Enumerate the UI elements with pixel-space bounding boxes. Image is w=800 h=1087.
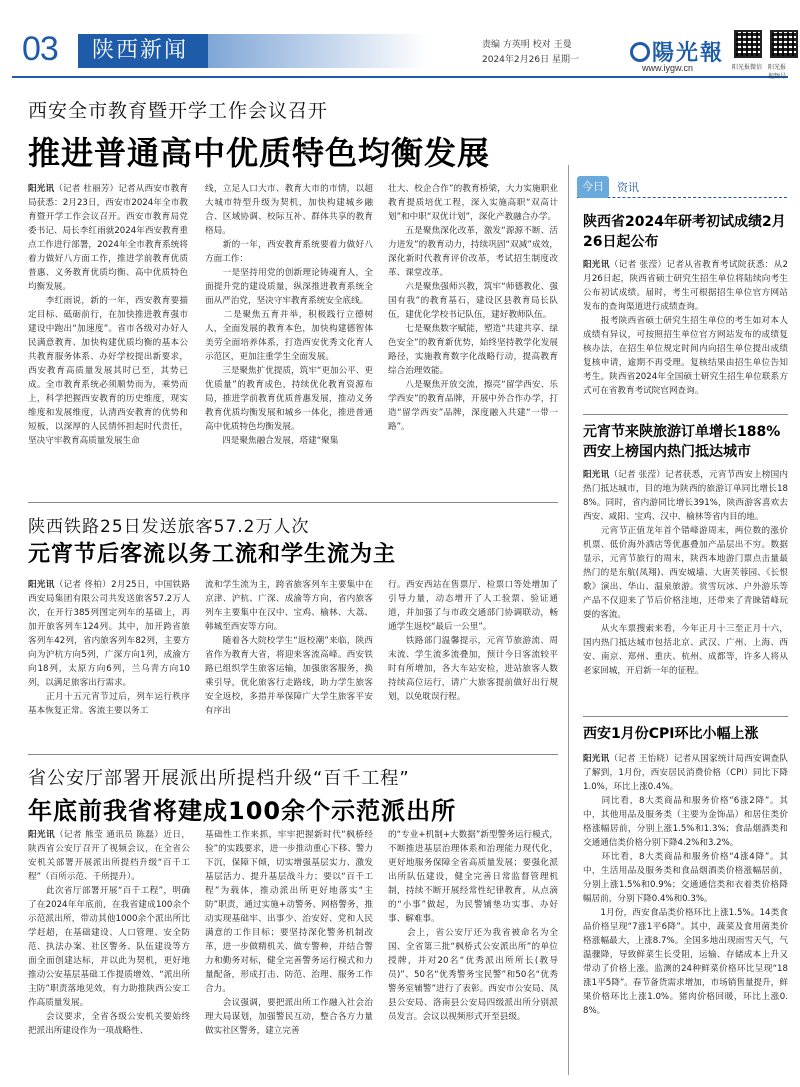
- website-url[interactable]: www.iygw.cn: [642, 63, 694, 73]
- sidebar-divider-2: [583, 716, 788, 717]
- sidebar-divider: [568, 165, 569, 1075]
- issue-date: 2024年2月26日 星期一: [482, 55, 579, 65]
- sidebar-header: [577, 176, 787, 198]
- article1-column-2: 线，立足人口大市、教育大市的市情，以超大城市特型升级为契机，加快构建城乡融合、区域协调、校际互补、群体共享的教育格局。 新的一年，西安教育系统要着力做好八方面工作： 一是坚持用党的创新理论铸魂育人，全面提升党的建设质量，纵深推进教育系统全面从严治党，坚决守牢教育系统安全底线。 二是聚焦五育并举，积极践行立德树人，全面发展的教育本色，加快构建德智体美劳全面培养体系，打造西安优秀文化育人示范区，更加注重学生全面发展。 三是聚焦扩优提质，筑牢“更加公平、更优质量”的教育成色，持续优化教育资源布局，推进学前教育优质普惠发展，推动义务教育优质均衡发展和城乡一体化，推进普通高中优质特色均衡发展。 四是聚焦融合发展，塔建“聚集: [205, 184, 373, 446]
- article3-headline: 年底前我省将建成100余个示范派出所: [28, 797, 457, 825]
- article2-column-3: 行。西安西站在售票厅、检票口等处增加了引导力量，动态增开了人工验票、验证通道，并加强了与市政交通部门协调联动，畅通学生返校“最后一公里”。 铁路部门温馨提示，元宵节旅游流、周末流、学生流多流叠加，预计今日客流较平时有所增加，各大车站安检，进站旅客人数持续高位运行，请广大旅客提前做好出行规划，以免耽误行程。: [388, 580, 558, 702]
- sidebar-item-1-title: 陕西省2024年研考初试成绩2月26日起公布: [583, 214, 786, 250]
- section-gradient-bar: [208, 34, 428, 68]
- article1-column-1: 阳光讯（记者 杜丽芳）记者从西安市教育局获悉：2月23日，西安市2024年全市教育暨开学工作会议召开。西安市教育局党委书记、局长李红雨就2024年西安教育重点工作进行部署，2024年全市教育系统将着力做好八方面工作，推进学前教育优质普惠、义务教育优质均衡、高中优质特色均衡发展。 李红雨说，新的一年，西安教育要描定目标、砥砺前行，在加快推进教育强市建设中跑出“加速度”。省市各级对办好人民满意教育、加快构建优质均衡的基本公共教育服务体系、办好学校提出新要求，西安教育高质量发展其时已至，其势已成。全市教育系统必须顺势而为，乘势而上，科学把握西安教育的历史维度，现实维度和发展维度，认清西安教育的优势和短板，以深厚的人民情怀担起时代责任，坚决守牢教育高质量发展生命: [28, 184, 188, 446]
- article3-column-2: 基础性工作来抓，牢牢把握新时代“枫桥经验”的实践要求，进一步推动重心下移、警力下沉，保障下倾，切实增强基层实力、激发基层活力、提升基层战斗力；要以“百千工程”为载体，推动派出所更好地落实“主防”职责，通过实施+动警务、网格警务，推动实现基础牢、出事少、治安好、党和人民满意的工作目标；要坚持深化警务机制改革，进一步做精机关、做专警种，并结合警力和勤务对标，健全完善警务运行模式和力量配备，形成打击、防范、治理、服务工作合力。 会议强调，要把派出所工作融入社会治理大局谋划，加强警民互动，整合各方力量做实社区警务，建立完善: [205, 830, 373, 1036]
- section-name: 陕西新闻: [78, 34, 208, 68]
- article3-kicker: 省公安厅部署开展派出所提档升级“百千工程”: [28, 768, 410, 789]
- article2-column-1: 阳光讯（记者 佟柏）2月25日，中国铁路西安局集团有限公司共发送旅客57.2万人次，在开行385列图定列车的基础上，再加开旅客列车124列。其中，加开跨省旅客列车42列，省内旅客列车82列，主要方向为沪杭方向5列，广深方向1列，成渝方向18列，太原方向6列，兰乌青方向10列，以满足旅客出行需求。 正月十五元宵节过后，列车运行秩序基本恢复正常。客流主要以务工: [28, 580, 190, 716]
- article1-kicker: 西安全市教育暨开学工作会议召开: [28, 100, 329, 122]
- article3-column-1: 阳光讯（记者 熊莹 通讯员 陈磊）近日，陕西省公安厅召开了视频会议，在全省公安机关部署开展派出所提档升级“百千工程”（百所示范、千所提升）。 此次省厅部署开展“百千工程”，明确了在2024年年底前，在我省建成100余个示范派出所，带动其他1000余个派出所比学赶超，在基础建设、人口管理、安全防范、执法办案、社区警务、队伍建设等方面全面创建达标，并以此为契机，更好地推动公安基层基础工作提质增效、“派出所主防”职责落地见效，有力助推陕西公安工作高质量发展。 会议要求，全省各级公安机关要始终把派出所建设作为一项战略性、: [28, 830, 190, 1036]
- sidebar-divider-1: [583, 414, 788, 415]
- article2-kicker: 陕西铁路25日发送旅客57.2万人次: [28, 517, 310, 537]
- qr1-label: 阳光报微信: [732, 64, 763, 71]
- news-label: 资讯: [617, 181, 639, 194]
- page-number: 03: [22, 30, 58, 68]
- article2-headline: 元宵节后客流以务工流和学生流为主: [28, 542, 397, 567]
- sun-logo-icon: [630, 42, 650, 62]
- page-masthead: [12, 8, 788, 78]
- sidebar-item-1-body: 阳光讯（记者 张滢）记者从省教育考试院获悉：从2月26日起，陕西省硕士研究生招生单位将陆续向考生公布初试成绩。届时，考生可根据招生单位官方网站发布的查询渠道进行成绩查询。 报考陕西省硕士研究生招生单位的考生如对本人成绩有异议，可按照招生单位官方网站发布的成绩复核办法，在招生单位规定时间内向招生单位提出成绩复核申请，逾期不再受理。复核结果由招生单位告知考生。陕西省2024年全国硕士研究生招生单位联系方式可在省教育考试院官网查询。: [583, 260, 788, 396]
- article3-column-3: 的“专业+机制+大数据”新型警务运行模式，不断推进基层治理体系和治理能力现代化，更好地服务保障全省高质量发展；要强化派出所队伍建设，健全完善日常监督管理机制，持续不断开展经常性纪律教育，从点滴的“小事”做起，为民警铺垫功实事、办好事、解难事。 会上，省公安厅还为我省被命名为全国、全省第三批“枫桥式公安派出所”的单位授牌，并对20名“优秀派出所所长(教导员)”、50名“优秀警务宝民警”和50名“优秀警务室辅警”进行了表彰。西安市公安局、凤县公安局、洛南县公安局四级派出所分别派员发言。会议以视频形式开至县级。: [388, 830, 558, 1022]
- sidebar-item-2-body: 阳光讯（记者 张滢）记者获悉，元宵节西安上榜国内热门抵达城市，目的地为陕西的旅游订单同比增长188%。同时，省内游同比增长391%，陕西游客喜欢去西安、咸阳、宝鸡、汉中、榆林等省内目的地。 元宵节正值龙年首个错峰游周末，两位数的涨价机票、低价海外酒店等优惠叠加产品层出不穷。数据显示，元宵节旅行的周末，陕西本地游门票点击量最热门的是东航(凤翔)、西安城墙、大唐芙蓉园、《长恨歌》演出、华山、温泉旅游。赏雪玩冰、户外游乐等产品不仅迎来了节后价格洼地，还带来了青睐错峰玩耍的客流。 从火车票搜索来看，今年正月十三至正月十六，国内热门抵达城市包括北京、武汉、广州、上海、西安、南京、郑州、重庆、杭州、成都等，许多人将从老家回城，开启新一年的征程。: [583, 470, 788, 676]
- article-divider-2: [28, 754, 558, 755]
- article1-headline: 推进普通高中优质特色均衡发展: [28, 134, 491, 172]
- today-badge: 今日: [577, 176, 609, 198]
- sidebar-item-3-title: 西安1月份CPI环比小幅上涨: [583, 726, 759, 742]
- article-divider-1: [28, 502, 558, 503]
- qr2-label: 阳光报视频号: [768, 64, 787, 80]
- editors-names: 责编 方英明 校对 王曼: [482, 40, 572, 50]
- article1-column-3: 壮大、校企合作”的教育桥梁，大力实施职业教育提质培优工程，深入实施高职“双高计划”和中职“双优计划”，深化产教融合办学。 五是聚焦深化改革，激发“源源不断、活力迸发”的教育动力，持续巩固“双减”成效，深化新时代教育评价改革，考试招生制度改革、课堂改革。 六是聚焦强师兴教，筑牢“师德教化、强国有我”的教育基石，建设区县教育局长队伍，建优化学校书记队伍，建好教师队伍。 七是聚焦数字赋能，塑造“共建共享、绿色安全”的教育新优势，始终坚持教学化发展路径，实施教育数字化战略行动，提高教育综合治理效能。 八是聚焦开放交流，擦亮“留学西安、乐学西安”的教育品牌，开展中外合作办学，打造“留学西安”品牌，深度融入共建“一带一路”。: [388, 184, 558, 432]
- video-qr-code-icon[interactable]: [770, 30, 798, 58]
- newspaper-logo: 陽光報: [630, 36, 724, 67]
- wechat-qr-code-icon[interactable]: [734, 30, 762, 58]
- editors-info: [482, 38, 579, 68]
- article2-column-2: 流和学生流为主，跨省旅客列车主要集中在京津、沪杭、广深、成渝等方向，省内旅客列车主要集中在汉中、宝鸡、榆林、大荔、韩城至西安等方向。 随着各大院校学生“返校潮”来临，陕西省作为教育大省，将迎来客流高峰。西安铁路已组织学生旅客运输，加强旅客服务，换乘引导，优化旅客行走路线，助力学生旅客安全返校，多措并举保障广大学生旅客平安有序出: [205, 580, 373, 716]
- sidebar-item-2-title: 元宵节来陕旅游订单增长188% 西安上榜国内热门抵达城市: [583, 424, 781, 460]
- sidebar-item-3-body: 阳光讯（记者 王怡晓）记者从国家统计局西安调查队了解到，1月份，西安居民消费价格（CPI）同比下降1.0%，环比上涨0.4%。 同比看，8大类商品和服务价格“6涨2降”。其中，其他用品及服务类（主要为金饰品）和居住类价格涨幅居前，分别上涨1.5%和1.3%；食品烟酒类和交通通信类价格分别下降4.2%和3.2%。 环比看，8大类商品和服务价格“4涨4降”。其中，生活用品及服务类和食品烟酒类价格涨幅居前，分别上涨1.5%和0.9%；交通通信类和衣着类价格降幅居前，分别下降0.4%和0.3%。 1月份，西安食品类价格环比上涨1.5%。14类食品价格呈现“7涨1平6降”。其中，蔬菜及食用菌类价格涨幅最大，上涨8.7%。全国多地出现雨雪天气，气温骤降，导致鲜菜生长受阻，运输、存储成本上升又带动了价格上涨。监测的24种鲜菜价格环比呈现“18涨1平5降”。春节备货需求增加，市场销售量提升，鲜果价格环比上涨1.0%。猪肉价格回暖，环比上涨0.8%。: [583, 754, 788, 1016]
